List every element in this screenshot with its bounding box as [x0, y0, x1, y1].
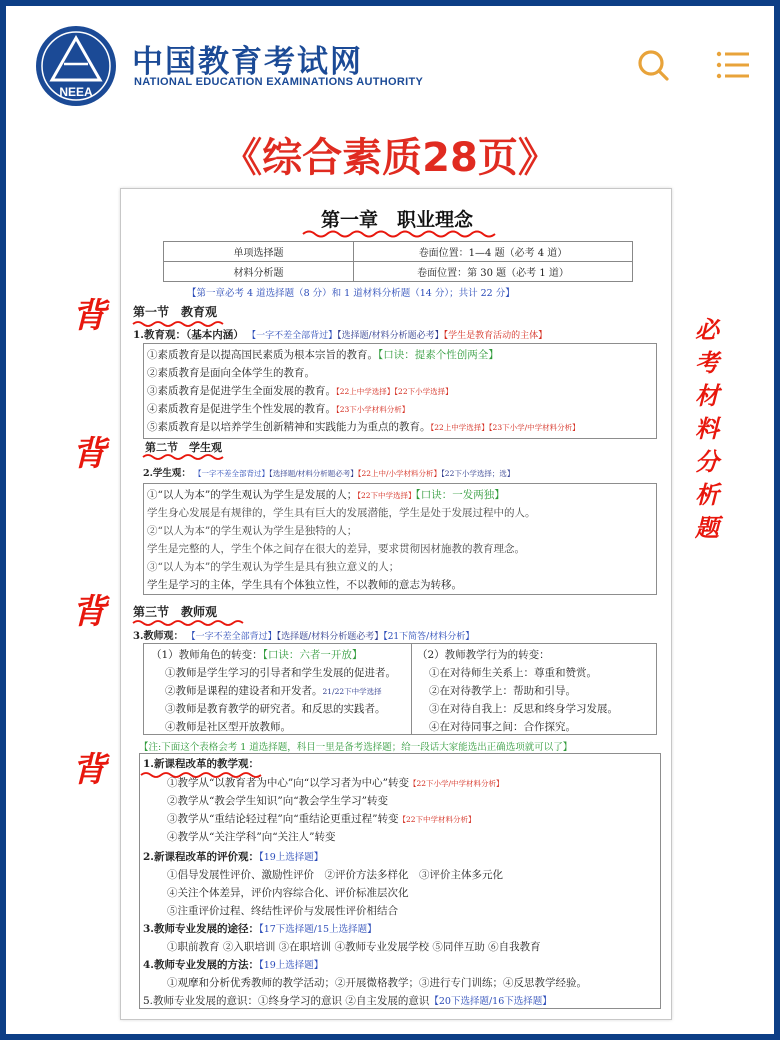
list-item: ①职前教育 ②入职培训 ③在职培训 ④教师专业发展学校 ⑤同伴互助 ⑥自我教育: [167, 941, 541, 953]
list-item: ②教师是课程的建设者和开发者。21/22下中学选择: [165, 685, 382, 697]
annotation-bei-1: 背: [72, 296, 106, 336]
list-item: ①在对待师生关系上：尊重和赞赏。: [429, 667, 597, 679]
list-item: ⑤素质教育是以培养学生创新精神和实践能力为重点的教育。【22上中学选择】【23下小学/中学材料分析】: [147, 421, 580, 433]
section-2-subtitle: 2.学生观： 【一字不差全部背过】【选择题/材料分析题必考】【22上中/小学材料分析】【22下小学选择；选】: [143, 468, 515, 479]
list-item: ②“以人为本”的学生观认为学生是独特的人；: [147, 525, 358, 537]
list-item: ③在对待自我上：反思和终身学习发展。: [429, 703, 618, 715]
reform-heading-1: 1.新课程改革的教学观：: [143, 758, 259, 770]
list-item: ②在对待教学上：帮助和引导。: [429, 685, 576, 697]
annotation-bei-4: 背: [72, 750, 106, 790]
underline-scribble: [301, 229, 501, 239]
document-sheet: [120, 188, 672, 1020]
annotation-bei-3: 背: [72, 592, 106, 632]
list-item: 学生身心发展是有规律的，学生具有巨大的发展潜能，学生是处于发展过程中的人。: [147, 507, 536, 519]
list-item: ⑤注重评价过程、终结性评价与发展性评价相结合: [167, 905, 398, 917]
underline-scribble: [131, 619, 251, 627]
table-cell: 卷面位置：1—4 题（必考 4 道）: [354, 242, 633, 262]
brand-name-en: NATIONAL EDUCATION EXAMINATIONS AUTHORITY: [134, 76, 424, 88]
menu-icon[interactable]: [716, 50, 750, 80]
reform-heading-2: 2.新课程改革的评价观：【19上选择题】: [143, 851, 324, 863]
list-item: ④在对待同事之间：合作探究。: [429, 721, 576, 733]
list-item: ①倡导发展性评价、激励性评价 ②评价方法多样化 ③评价主体多元化: [167, 869, 503, 881]
list-item: ④教学从“关注学科”向“关注人”转变: [167, 831, 336, 843]
list-item: ②素质教育是面向全体学生的教育。: [147, 367, 315, 379]
list-item: （2）教师教学行为的转变：: [417, 649, 550, 661]
list-item: ③教学从“重结论轻过程”向“重结论更重过程”转变【22下中学材料分析】: [167, 813, 476, 825]
annotation-bei-2: 背: [72, 434, 106, 474]
table-cell: 单项选择题: [164, 242, 354, 262]
section-1-subtitle: 1.教育观：（基本内涵） 【一字不差全部背过】【选择题/材料分析题必考】【学生是教育活动的主体】: [133, 329, 548, 341]
reform-heading-3: 3.教师专业发展的途径：【17下选择题/15上选择题】: [143, 923, 377, 935]
section-2-title: 第二节 学生观: [145, 441, 222, 454]
exam-info-table: [163, 241, 633, 282]
page-title: 《综合素质28页》: [222, 135, 558, 181]
list-item: ③教师是教育教学的研究者。和反思的实践者。: [165, 703, 386, 715]
list-item: 学生是完整的人，学生个体之间存在很大的差异，要求贯彻因材施教的教育理念。: [147, 543, 525, 555]
list-item: ①“以人为本”的学生观认为学生是发展的人；【22下中学选择】【口诀：一发两独】: [147, 489, 505, 501]
list-item: ③素质教育是促进学生全面发展的教育。【22上中学选择】【22下小学选择】: [147, 385, 453, 397]
section-3-title: 第三节 教师观: [133, 605, 218, 619]
neea-logo: [34, 24, 118, 108]
list-item: 学生是学习的主体，学生具有个体独立性，不以教师的意志为转移。: [147, 579, 462, 591]
reform-heading-4: 4.教师专业发展的方法：【19上选择题】: [143, 959, 324, 971]
chapter-title: 第一章 职业理念: [320, 209, 473, 231]
list-item: ④教师是社区型开放教师。: [165, 721, 291, 733]
section-3-subtitle: 3.教师观： 【一字不差全部背过】【选择题/材料分析题必考】【21下简答/材料分析】: [133, 631, 475, 642]
note-text: 【注:下面这个表格会考 1 道选择题，科目一里是备考选择题；给一段话大家能选出正确选项就可以了】: [139, 742, 573, 753]
svg-text:NEEA: NEEA: [59, 85, 93, 99]
list-item: ①教师是学生学习的引导者和学生发展的促进者。: [165, 667, 396, 679]
list-item: ①素质教育是以提高国民素质为根本宗旨的教育。【口诀：提素个性创两全】: [147, 349, 499, 361]
reform-heading-5: 5.教师专业发展的意识：①终身学习的意识 ②自主发展的意识【20下选择题/16下选择题】: [143, 995, 552, 1007]
table-cell: 材料分析题: [164, 262, 354, 282]
underline-scribble: [141, 453, 231, 461]
list-item: ①观摩和分析优秀教师的教学活动；②开展微格教学；③进行专门训练；④反思教学经验。: [167, 977, 587, 989]
search-icon[interactable]: [636, 48, 670, 82]
list-item: ④素质教育是促进学生个性发展的教育。【23下小学材料分析】: [147, 403, 410, 415]
list-item: ②教学从“教会学生知识”向“教会学生学习”转变: [167, 795, 388, 807]
chapter-summary: 【第一章必考 4 道选择题（8 分）和 1 道材料分析题（14 分）；共计 22 分】: [187, 288, 515, 299]
table-cell: 卷面位置：第 30 题（必考 1 道）: [354, 262, 633, 282]
page-frame: [6, 6, 774, 1034]
section-1-title: 第一节 教育观: [133, 305, 218, 319]
list-item: ④关注个体差异，评价内容综合化、评价标准层次化: [167, 887, 409, 899]
annotation-right-note: 必考材料分析题: [695, 316, 719, 542]
brand-name-cn: 中国教育考试网: [132, 44, 363, 80]
list-item: （1）教师角色的转变：【口诀：六者一开放】: [151, 649, 363, 661]
divider: [411, 643, 412, 735]
list-item: ③“以人为本”的学生观认为学生是具有独立意义的人；: [147, 561, 400, 573]
list-item: ①教学从“以教育者为中心”向“以学习者为中心”转变【22下小学/中学材料分析】: [167, 777, 504, 789]
